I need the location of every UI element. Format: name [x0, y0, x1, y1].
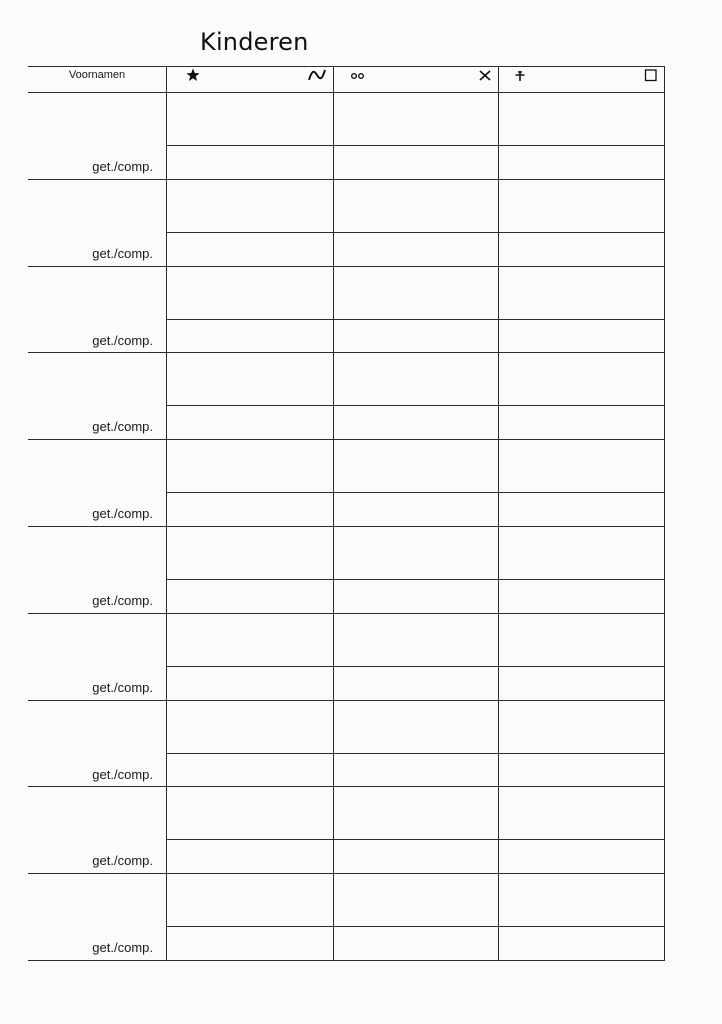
cell-sub-rule	[166, 319, 665, 320]
star-icon	[186, 68, 200, 82]
row-bottom-rule	[28, 266, 665, 267]
children-table	[28, 66, 665, 960]
row-label-get-comp: get./comp.	[92, 679, 153, 695]
cell-sub-rule	[166, 753, 665, 754]
cell-sub-rule	[166, 926, 665, 927]
cross-icon	[478, 68, 492, 82]
row-label-get-comp: get./comp.	[92, 593, 153, 608]
row-label-get-comp: get./comp.	[92, 159, 153, 174]
column-divider	[498, 66, 499, 960]
page-title: Kinderen	[200, 28, 309, 56]
header-voornamen: Voornamen	[68, 69, 126, 81]
row-bottom-rule	[28, 873, 665, 874]
row-bottom-rule	[28, 960, 665, 961]
square-icon	[644, 68, 658, 82]
row-label-get-comp: get./comp.	[92, 419, 153, 435]
row-bottom-rule	[28, 352, 665, 353]
row-label-get-comp: get./comp.	[92, 766, 153, 782]
plus-icon	[514, 68, 526, 82]
row-label-get-comp: get./comp.	[92, 245, 153, 261]
row-bottom-rule	[28, 439, 665, 440]
row-label-get-comp: get./comp.	[92, 853, 153, 869]
row-label-get-comp: get./comp.	[92, 506, 153, 522]
row-bottom-rule	[28, 786, 665, 787]
names-column-divider	[166, 66, 167, 960]
cell-sub-rule	[166, 839, 665, 840]
row-bottom-rule	[28, 613, 665, 614]
row-bottom-rule	[28, 700, 665, 701]
double-circle-icon	[350, 68, 366, 82]
table-right-rule	[664, 66, 665, 960]
row-label-get-comp: get./comp.	[92, 940, 153, 956]
wave-icon	[308, 68, 326, 82]
header-bottom-rule	[28, 92, 665, 93]
cell-sub-rule	[166, 579, 665, 580]
table-top-rule	[28, 66, 665, 67]
row-bottom-rule	[28, 526, 665, 527]
cell-sub-rule	[166, 666, 665, 667]
cell-sub-rule	[166, 232, 665, 233]
column-divider	[333, 66, 334, 960]
row-bottom-rule	[28, 179, 665, 180]
cell-sub-rule	[166, 405, 665, 406]
cell-sub-rule	[166, 492, 665, 493]
row-label-get-comp: get./comp.	[92, 332, 153, 348]
cell-sub-rule	[166, 145, 665, 146]
